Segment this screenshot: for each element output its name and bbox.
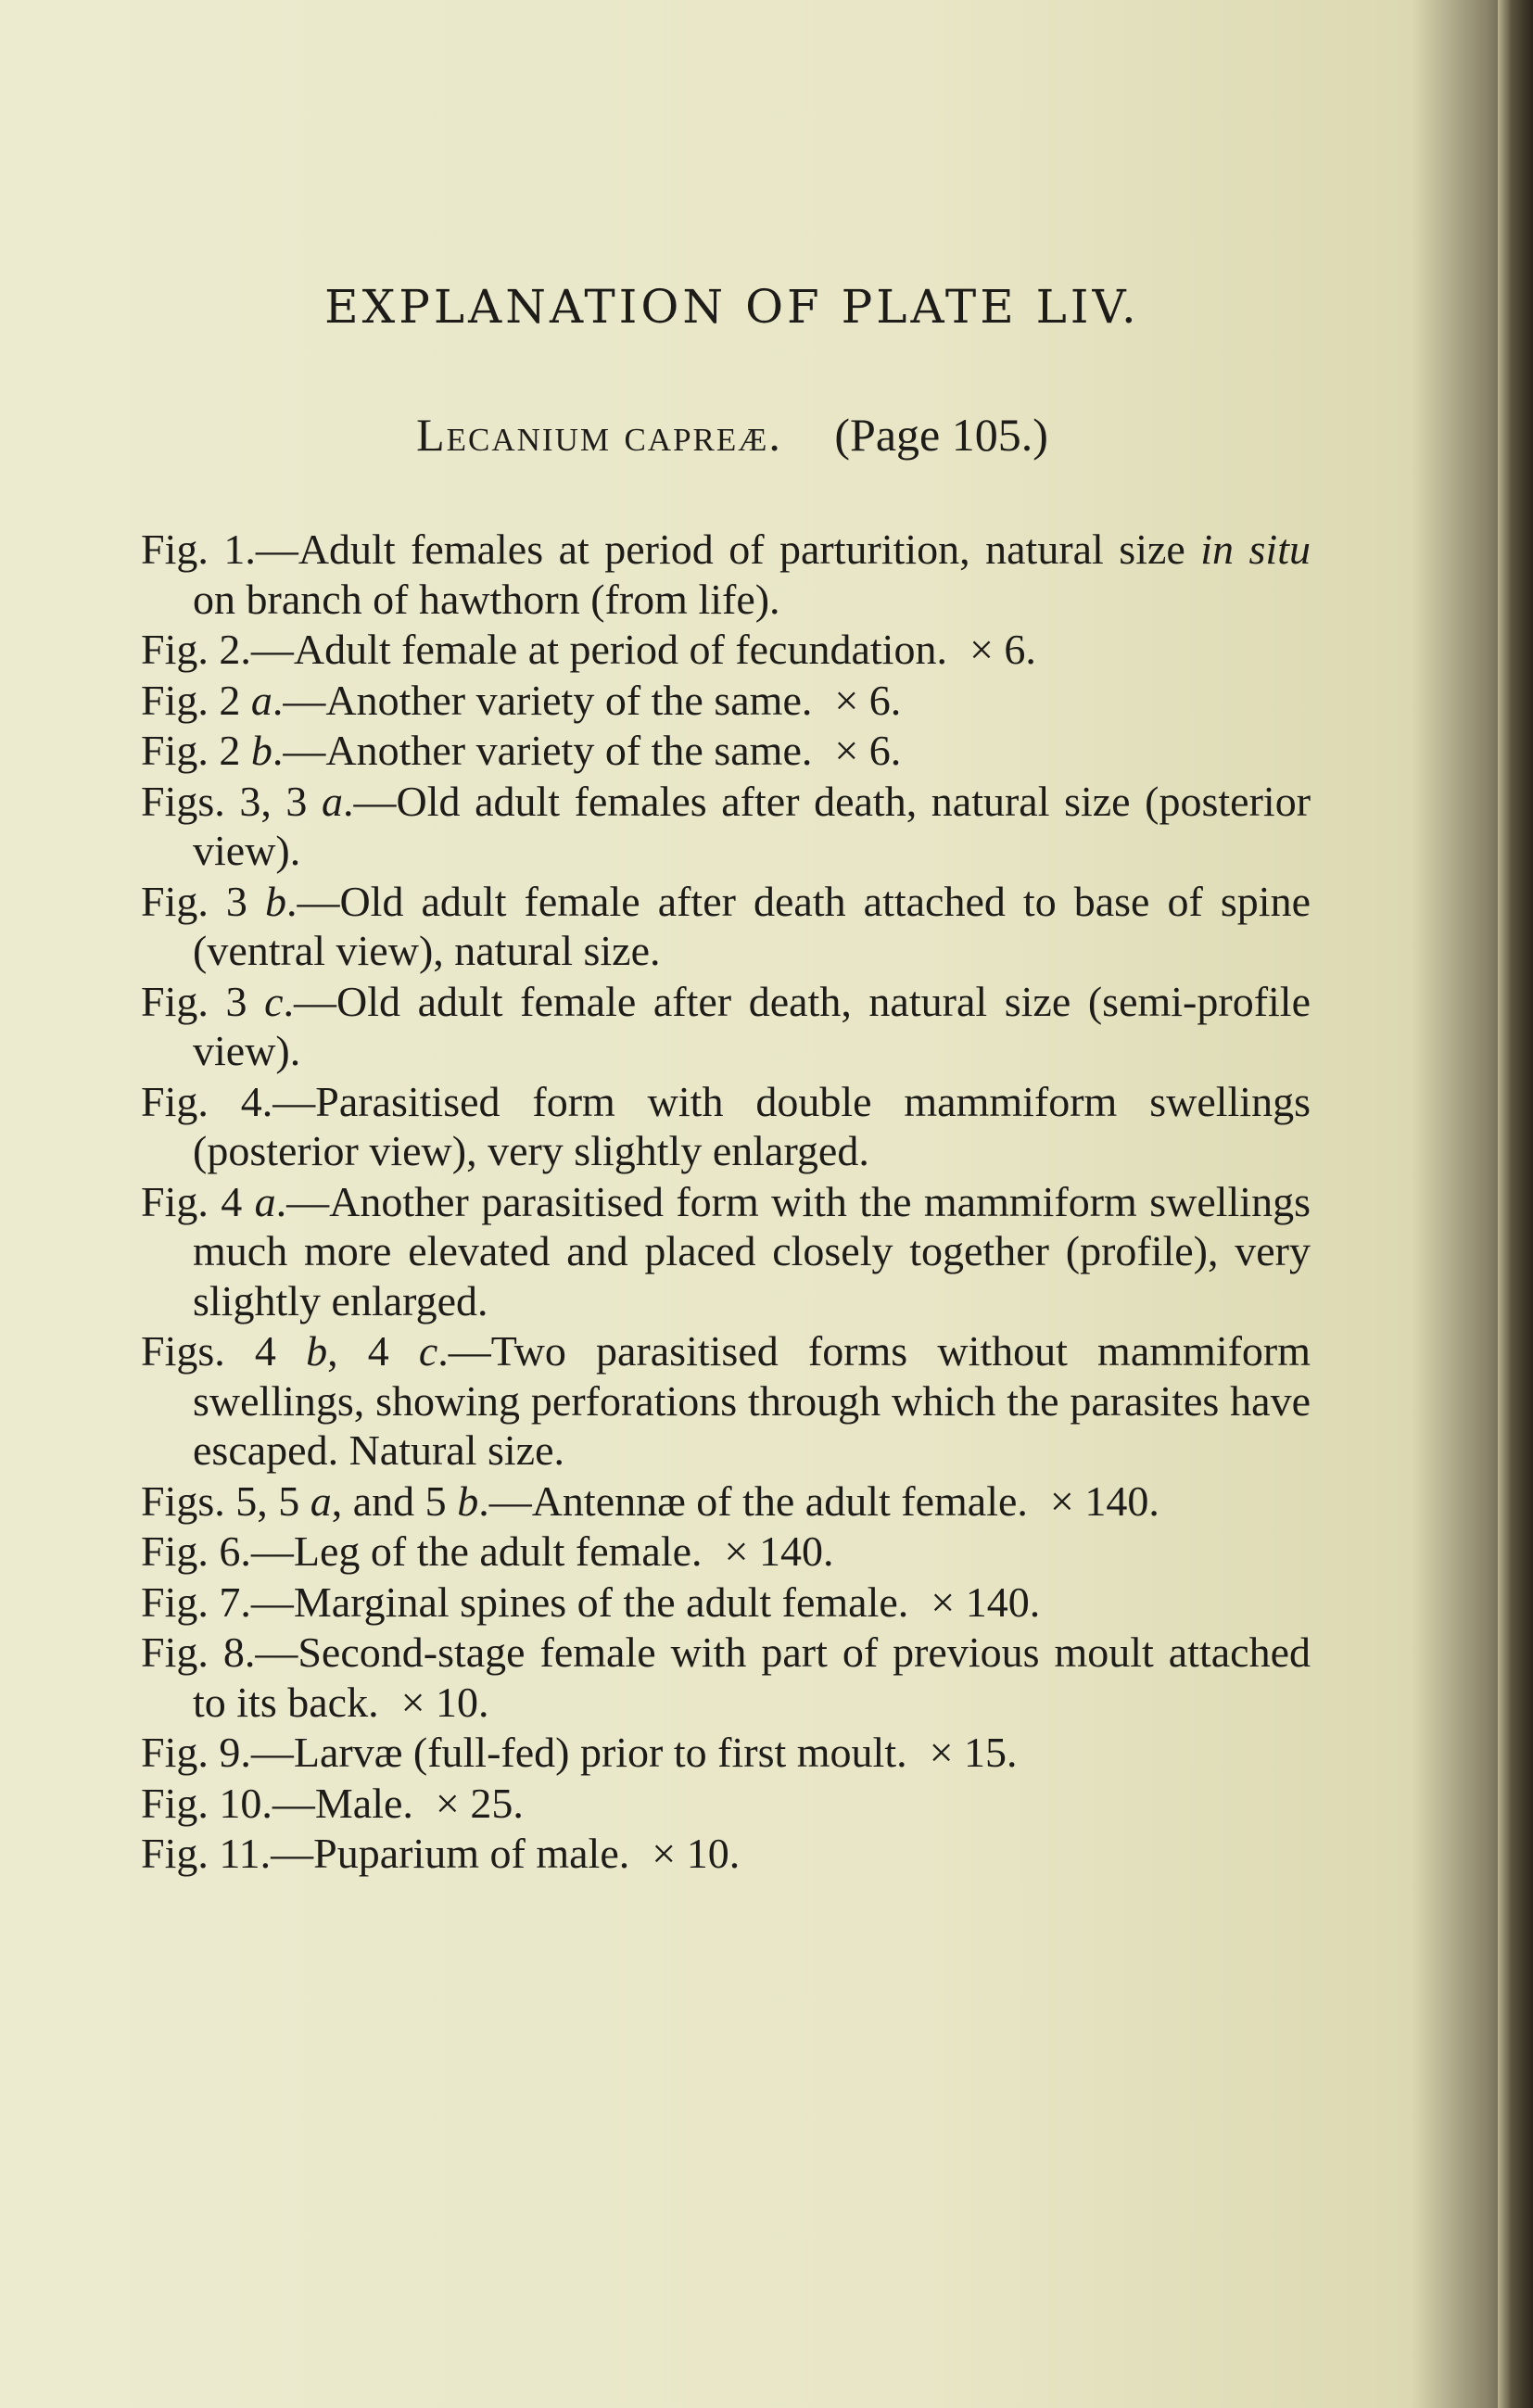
figure-label: Fig. 8.—: [141, 1629, 298, 1676]
figure-label-italic: b: [457, 1476, 479, 1525]
figure-label: .—: [437, 1327, 491, 1375]
figure-text: on branch of hawthorn (from life).: [193, 575, 780, 623]
figure-label: .—: [272, 727, 326, 774]
figure-label: .—: [283, 977, 336, 1025]
figure-label-italic: a: [250, 676, 272, 724]
figure-label: , and 5: [331, 1476, 458, 1525]
figure-label: Fig. 2: [141, 727, 251, 774]
page-reference: (Page 105.): [834, 409, 1048, 461]
figure-label-italic: a: [322, 777, 344, 825]
figure-entry: [141, 1177, 1311, 1326]
figure-text: Old adult female after death attached to base of spine (ventral view), natural size.: [193, 877, 1311, 974]
figure-label: Figs. 3, 3: [141, 777, 323, 825]
figure-text: Adult females at period of parturition, natural size: [298, 526, 1201, 573]
figure-label: Fig. 11.—: [141, 1830, 314, 1877]
figure-label-italic: c: [418, 1327, 438, 1375]
figure-label: , 4: [327, 1327, 419, 1375]
figure-entry: [141, 1628, 1311, 1727]
figure-label: Fig. 10.—: [141, 1779, 315, 1827]
page-edge: [1498, 0, 1533, 2408]
figure-text: Another variety of the same.: [325, 727, 813, 774]
figure-label: Figs. 4: [141, 1327, 307, 1375]
figure-label-italic: a: [254, 1177, 276, 1225]
figure-text: Antennæ of the adult female.: [531, 1476, 1028, 1525]
figure-label: .—: [343, 777, 397, 825]
figure-entry: [141, 1728, 1311, 1778]
figure-text: Leg of the adult female.: [293, 1527, 703, 1575]
figure-entry: [141, 1779, 1311, 1829]
magnification: × 140.: [1049, 1476, 1159, 1525]
figure-label-italic: a: [310, 1476, 332, 1525]
figure-label: Fig. 1.—: [141, 526, 298, 573]
figure-entry: [141, 777, 1311, 876]
figure-text: Second-stage female with part of previous moult attached to its back.: [193, 1629, 1311, 1726]
figure-label: .—: [285, 877, 340, 925]
figure-label: Fig. 3: [141, 877, 265, 925]
figure-text: Adult female at period of fecundation.: [293, 626, 947, 673]
figure-entry: [141, 1326, 1311, 1476]
species-name: Lecanium capreæ.: [416, 409, 782, 461]
figure-text: Male.: [314, 1779, 413, 1827]
figure-text: Old adult female after death, natural size (semi-profile view).: [193, 977, 1311, 1074]
figure-label-italic: b: [306, 1327, 328, 1375]
magnification: × 25.: [435, 1779, 524, 1827]
figure-label: Fig. 2.—: [141, 626, 294, 673]
figure-label: Figs. 5, 5: [141, 1476, 310, 1525]
figure-label: .—: [275, 1177, 330, 1225]
figure-label-italic: b: [264, 877, 286, 925]
figure-label: .—: [272, 676, 326, 724]
figure-label: .—: [478, 1476, 532, 1525]
figure-entry: [141, 877, 1311, 976]
figure-text: Two parasitised forms without mammiform swellings, showing perforations through which the parasites have escaped. Natural size.: [193, 1327, 1311, 1474]
figure-entry: [141, 676, 1311, 726]
magnification: × 6.: [834, 676, 902, 724]
figure-entry: [141, 625, 1311, 675]
magnification: × 15.: [929, 1729, 1018, 1776]
figure-text: Parasitised form with double mammiform swellings (posterior view), very slightly enlarged.: [193, 1077, 1311, 1174]
figure-label: Fig. 7.—: [141, 1578, 294, 1626]
figure-text: Puparium of male.: [313, 1830, 630, 1877]
magnification: × 140.: [724, 1527, 834, 1575]
figure-label: Fig. 3: [141, 977, 265, 1025]
figure-text: Another parasitised form with the mammiform swellings much more elevated and placed closely together (profile), very slightly enlarged.: [193, 1177, 1311, 1324]
figure-text: Another variety of the same.: [325, 676, 813, 724]
magnification: × 10.: [652, 1830, 741, 1877]
figure-entry: [141, 1476, 1311, 1527]
figure-label: Fig. 9.—: [141, 1729, 294, 1776]
figure-list: [141, 525, 1311, 1880]
magnification: × 140.: [931, 1578, 1041, 1626]
figure-entry: [141, 1578, 1311, 1628]
figure-text: Larvæ (full-fed) prior to first moult.: [293, 1729, 907, 1776]
figure-text-italic: in situ: [1200, 526, 1311, 573]
figure-label-italic: c: [264, 977, 284, 1025]
page-subtitle: [0, 408, 1464, 462]
figure-text: Marginal spines of the adult female.: [293, 1578, 909, 1626]
figure-label: Fig. 4: [141, 1177, 255, 1225]
figure-label: Fig. 6.—: [141, 1527, 294, 1575]
figure-label: Fig. 4.—: [141, 1077, 316, 1125]
figure-entry: [141, 1527, 1311, 1577]
figure-entry: [141, 977, 1311, 1076]
figure-label-italic: b: [250, 727, 272, 774]
figure-label: Fig. 2: [141, 676, 251, 724]
figure-entry: [141, 1829, 1311, 1879]
magnification: × 6.: [834, 727, 902, 774]
figure-entry: [141, 726, 1311, 776]
figure-text: Old adult females after death, natural size (posterior view).: [193, 777, 1311, 874]
page-title: EXPLANATION OF PLATE LIV.: [324, 280, 1140, 334]
figure-entry: [141, 1077, 1311, 1176]
magnification: × 10.: [400, 1678, 489, 1726]
magnification: × 6.: [969, 626, 1036, 673]
figure-entry: [141, 525, 1311, 624]
